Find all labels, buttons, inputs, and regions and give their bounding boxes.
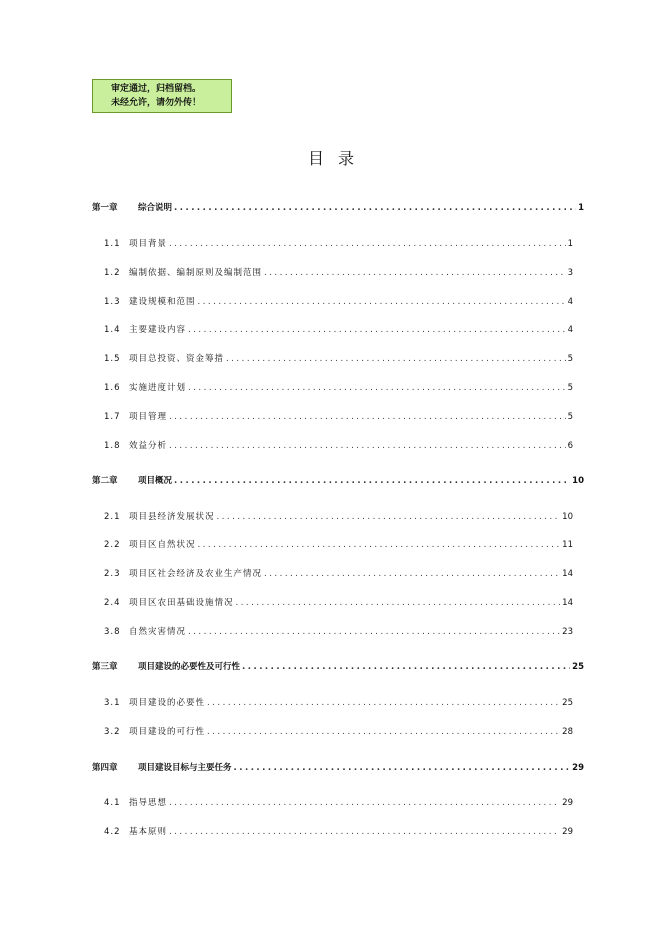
chapter-number: 第四章 <box>92 763 118 773</box>
toc-section[interactable] <box>104 538 573 550</box>
toc-section[interactable] <box>104 381 573 393</box>
section-number: 1.3 <box>104 297 121 307</box>
toc-section[interactable] <box>104 323 573 335</box>
toc-section[interactable] <box>104 567 573 579</box>
toc-chapter[interactable] <box>92 201 584 213</box>
section-title: 项目管理 <box>129 412 168 422</box>
section-title: 基本原则 <box>129 827 168 837</box>
toc-section[interactable] <box>104 510 573 522</box>
toc-chapter[interactable] <box>92 761 584 773</box>
section-page: 11 <box>562 540 573 550</box>
section-title: 实施进度计划 <box>129 383 187 393</box>
section-number: 1.7 <box>104 412 121 422</box>
section-page: 25 <box>562 698 573 708</box>
chapter-page: 29 <box>572 763 584 773</box>
section-title: 项目区社会经济及农业生产情况 <box>129 569 263 579</box>
toc-section[interactable] <box>104 725 573 737</box>
section-title: 项目背景 <box>129 239 168 249</box>
section-title: 建设规模和范围 <box>129 297 196 307</box>
chapter-number: 第二章 <box>92 476 118 486</box>
section-number: 2.3 <box>104 569 121 579</box>
toc-section[interactable] <box>104 352 573 364</box>
section-number: 1.2 <box>104 268 121 278</box>
chapter-number: 第一章 <box>92 203 118 213</box>
chapter-title: 项目建设目标与主要任务 <box>138 763 232 773</box>
section-page: 5 <box>567 383 573 393</box>
section-number: 2.2 <box>104 540 121 550</box>
section-page: 10 <box>562 512 573 522</box>
section-page: 29 <box>562 798 573 808</box>
section-number: 1.4 <box>104 325 121 335</box>
section-number: 1.6 <box>104 383 121 393</box>
chapter-page: 10 <box>572 476 584 486</box>
toc-section[interactable] <box>104 596 573 608</box>
section-title: 项目区农田基础设施情况 <box>129 598 234 608</box>
page-title: 目录 <box>307 149 368 168</box>
section-title: 效益分析 <box>129 441 168 451</box>
section-number: 3.2 <box>104 727 121 737</box>
section-number: 4.1 <box>104 798 121 808</box>
section-number: 1.5 <box>104 354 121 364</box>
section-title: 主要建设内容 <box>129 325 187 335</box>
section-page: 29 <box>562 827 573 837</box>
section-title: 项目建设的必要性 <box>129 698 206 708</box>
section-title: 指导思想 <box>129 798 168 808</box>
toc-section[interactable] <box>104 825 573 837</box>
section-page: 5 <box>567 412 573 422</box>
section-page: 4 <box>567 325 573 335</box>
toc-chapter[interactable] <box>92 474 584 486</box>
section-title: 项目区自然状况 <box>129 540 196 550</box>
toc-section[interactable] <box>104 410 573 422</box>
section-number: 3.1 <box>104 698 121 708</box>
chapter-title: 项目建设的必要性及可行性 <box>138 662 241 672</box>
section-page: 14 <box>562 598 573 608</box>
section-number: 2.1 <box>104 512 121 522</box>
section-page: 6 <box>567 441 573 451</box>
section-number: 1.1 <box>104 239 121 249</box>
toc-section[interactable] <box>104 796 573 808</box>
section-title: 项目建设的可行性 <box>129 727 206 737</box>
section-number: 4.2 <box>104 827 121 837</box>
section-page: 28 <box>562 727 573 737</box>
section-title: 项目总投资、资金筹措 <box>129 354 225 364</box>
section-number: 2.4 <box>104 598 121 608</box>
section-title: 项目县经济发展状况 <box>129 512 215 522</box>
toc-section[interactable] <box>104 696 573 708</box>
chapter-page: 1 <box>578 203 584 213</box>
toc-section[interactable] <box>104 266 573 278</box>
toc-chapter[interactable] <box>92 660 584 672</box>
section-title: 自然灾害情况 <box>129 627 187 637</box>
chapter-title: 综合说明 <box>138 203 173 213</box>
chapter-page: 25 <box>572 662 584 672</box>
section-page: 23 <box>562 627 573 637</box>
section-page: 5 <box>567 354 573 364</box>
toc-section[interactable] <box>104 295 573 307</box>
section-page: 3 <box>567 268 573 278</box>
section-number: 1.8 <box>104 441 121 451</box>
toc-section[interactable] <box>104 439 573 451</box>
chapter-title: 项目概况 <box>138 476 173 486</box>
chapter-number: 第三章 <box>92 662 118 672</box>
section-page: 14 <box>562 569 573 579</box>
stamp-line-2: 未经允许，请勿外传！ <box>111 98 202 108</box>
toc-section[interactable] <box>104 237 573 249</box>
section-page: 1 <box>567 239 573 249</box>
toc-section[interactable] <box>104 625 573 637</box>
approval-stamp <box>92 79 232 113</box>
section-number: 3.8 <box>104 627 121 637</box>
section-title: 编制依据、编制原则及编制范围 <box>129 268 263 278</box>
stamp-line-1: 审定通过，归档留档。 <box>111 84 202 94</box>
section-page: 4 <box>567 297 573 307</box>
